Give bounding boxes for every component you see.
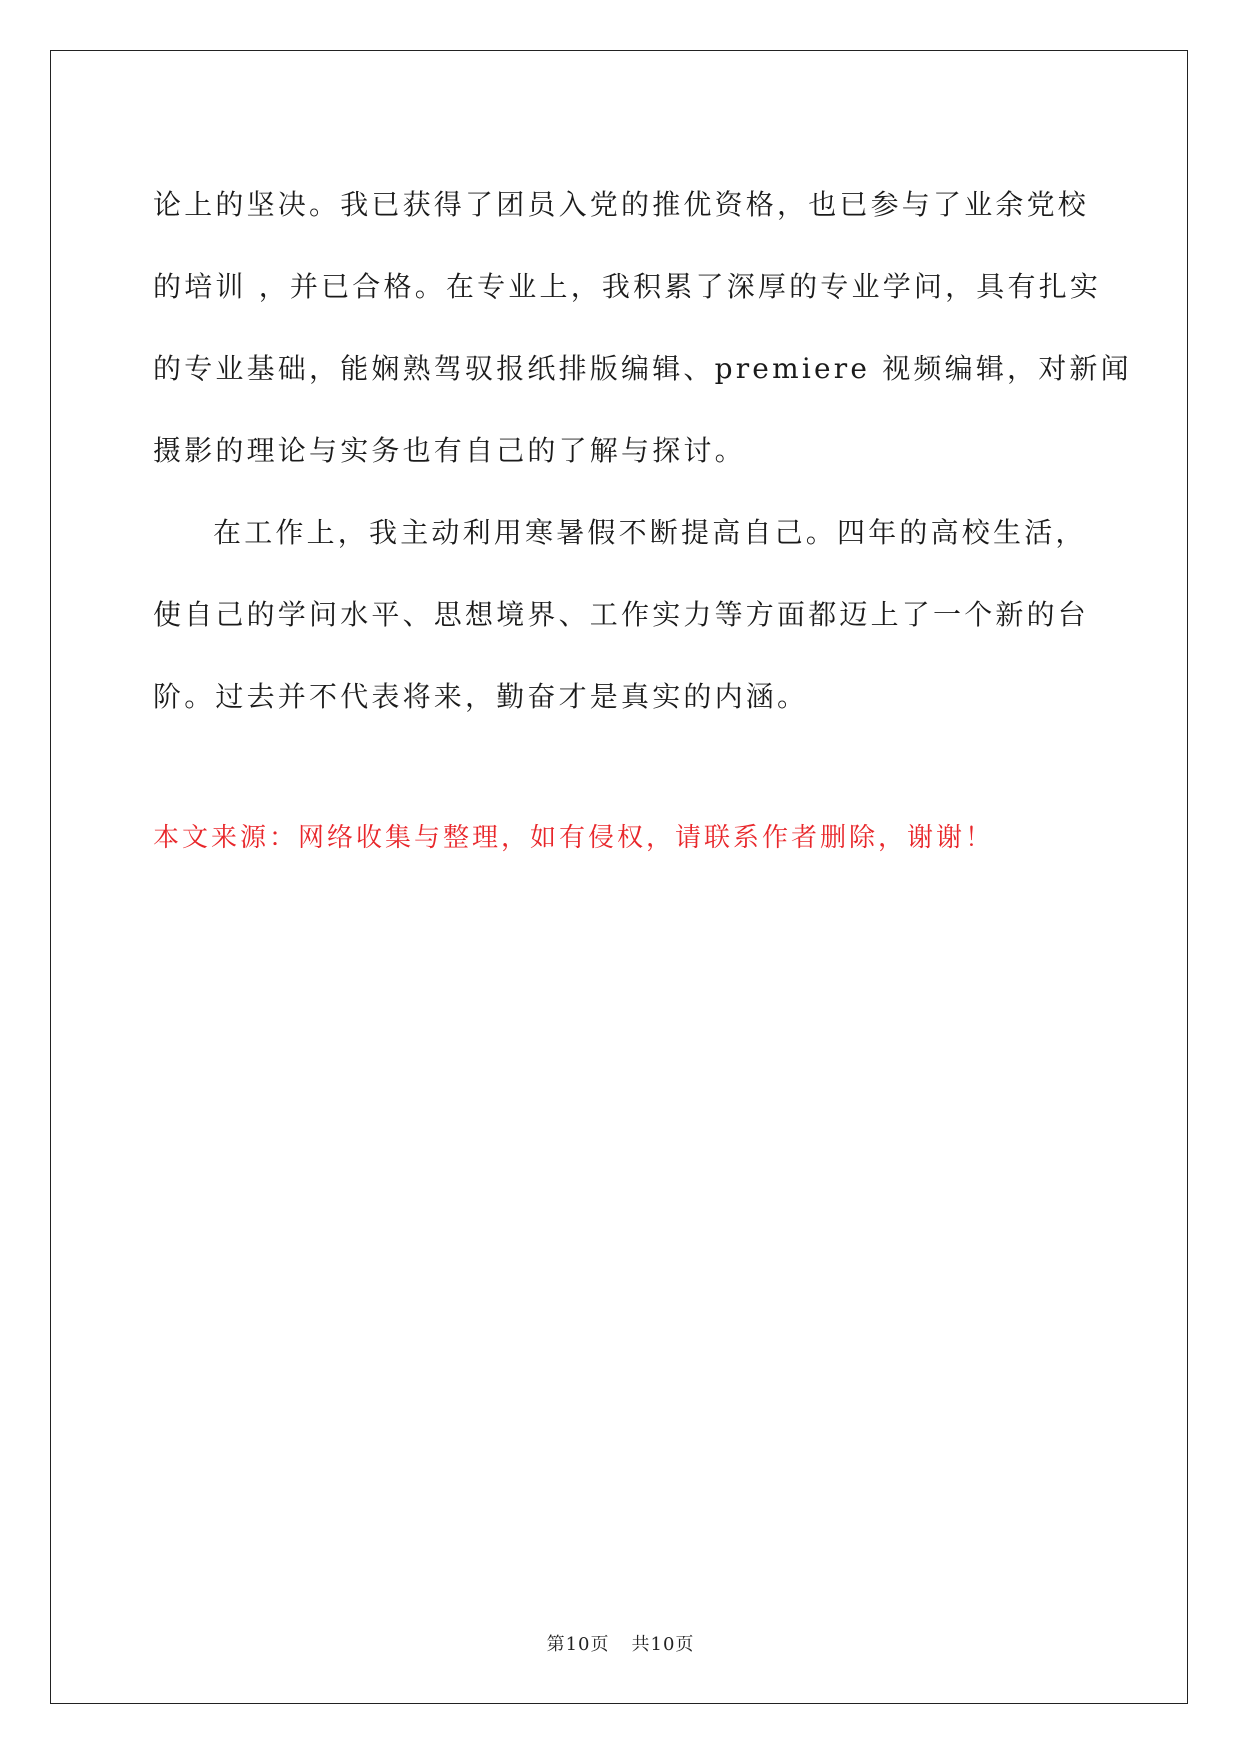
paragraph-line: 在工作上，我主动利用寒暑假不断提高自己。四年的高校生活， bbox=[213, 516, 1087, 549]
source-note: 本文来源：网络收集与整理，如有侵权，请联系作者删除，谢谢！ bbox=[153, 823, 995, 853]
page-number-total: 共10页 bbox=[631, 1634, 695, 1655]
paragraph-line: 摄影的理论与实务也有自己的了解与探讨。 bbox=[153, 434, 746, 467]
document-body bbox=[153, 164, 1132, 738]
paragraph-line: 阶。过去并不代表将来，勤奋才是真实的内涵。 bbox=[153, 680, 809, 713]
page-footer bbox=[0, 1630, 1241, 1656]
page-number-current: 第10页 bbox=[546, 1634, 610, 1655]
paragraph-line: 的培训 ，并已合格。在专业上，我积累了深厚的专业学问，具有扎实 bbox=[153, 270, 1102, 303]
paragraph-line: 的专业基础，能娴熟驾驭报纸排版编辑、premiere 视频编辑，对新闻 bbox=[153, 352, 1132, 385]
paragraph-2 bbox=[153, 492, 1090, 738]
paragraph-1 bbox=[153, 164, 1132, 492]
paragraph-line: 论上的坚决。我已获得了团员入党的推优资格，也已参与了业余党校 bbox=[153, 188, 1090, 221]
paragraph-line: 使自己的学问水平、思想境界、工作实力等方面都迈上了一个新的台 bbox=[153, 598, 1090, 631]
